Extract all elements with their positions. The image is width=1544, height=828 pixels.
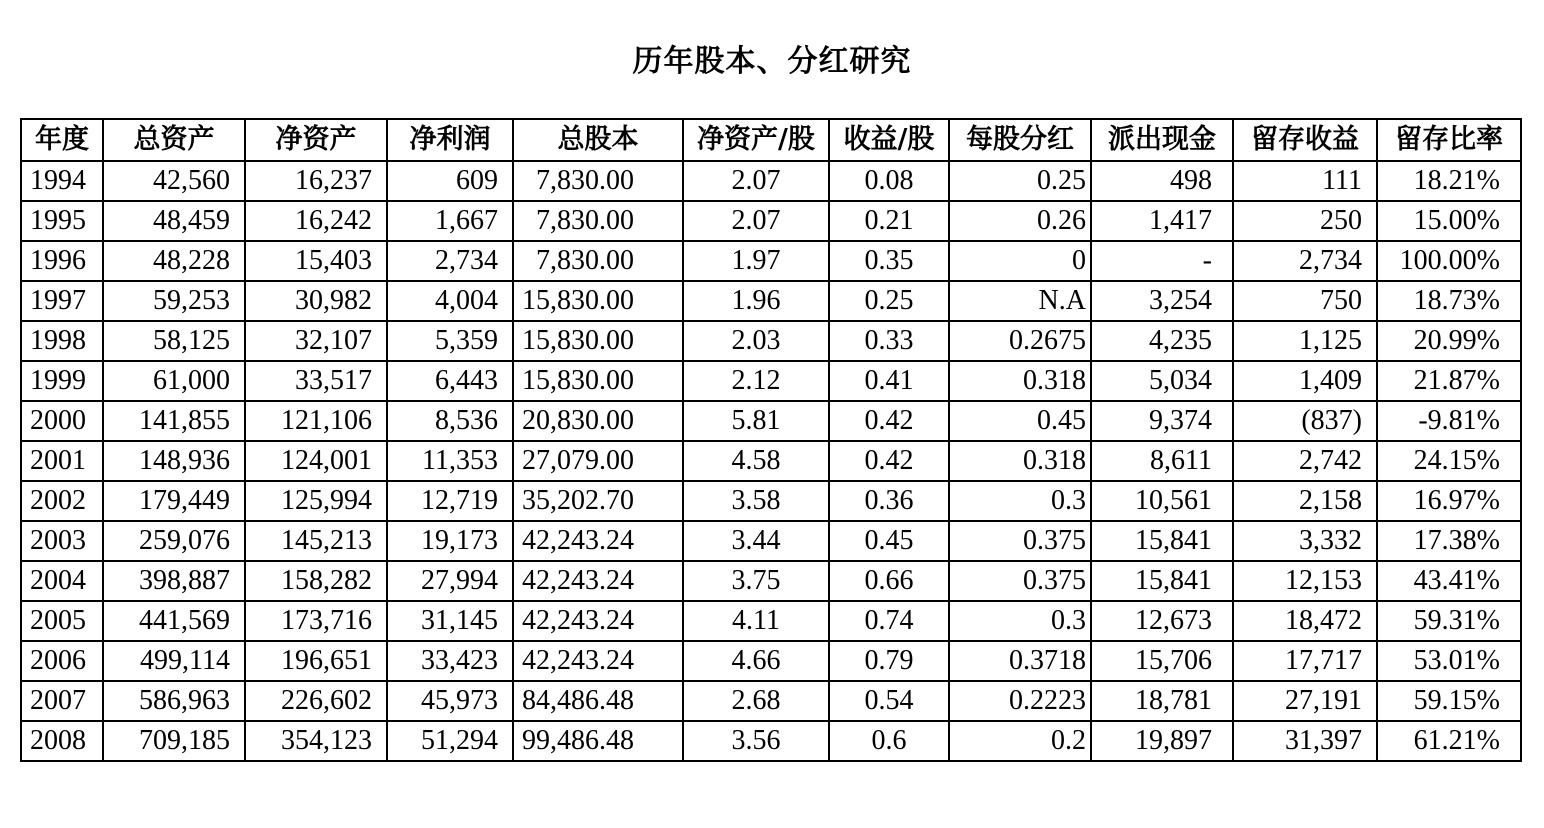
table-row (21, 401, 1521, 441)
table-cell: 4.11 (683, 601, 829, 641)
table-cell: 3,332 (1233, 521, 1377, 561)
table-cell: 53.01% (1377, 641, 1521, 681)
table-row (21, 601, 1521, 641)
table-cell: 121,106 (245, 401, 387, 441)
table-cell: 3.56 (683, 721, 829, 761)
table-cell: 0.2 (949, 721, 1091, 761)
table-cell: 111 (1233, 161, 1377, 201)
table-cell: 2,734 (1233, 241, 1377, 281)
table-row (21, 441, 1521, 481)
table-cell: 3.44 (683, 521, 829, 561)
table-cell: 12,719 (387, 481, 513, 521)
table-cell: 1,667 (387, 201, 513, 241)
table-cell: 8,536 (387, 401, 513, 441)
table-cell: 17,717 (1233, 641, 1377, 681)
table-cell: 15,830.00 (513, 321, 683, 361)
table-cell: 499,114 (103, 641, 245, 681)
table-cell: 27,994 (387, 561, 513, 601)
table-row (21, 481, 1521, 521)
table-cell: 9,374 (1091, 401, 1233, 441)
table-cell: 7,830.00 (513, 161, 683, 201)
table-cell: 0.42 (829, 441, 949, 481)
table-row (21, 641, 1521, 681)
table-cell: 42,243.24 (513, 561, 683, 601)
table-cell: 2003 (21, 521, 103, 561)
table-row (21, 321, 1521, 361)
table-row (21, 721, 1521, 761)
table-cell: 2.07 (683, 161, 829, 201)
table-cell: 19,173 (387, 521, 513, 561)
table-cell: 15,830.00 (513, 281, 683, 321)
table-cell: 1997 (21, 281, 103, 321)
table-cell: 609 (387, 161, 513, 201)
table-cell: 27,079.00 (513, 441, 683, 481)
table-cell: 17.38% (1377, 521, 1521, 561)
table-cell: 7,830.00 (513, 201, 683, 241)
table-cell: 250 (1233, 201, 1377, 241)
table-row (21, 201, 1521, 241)
table-row (21, 681, 1521, 721)
column-header: 派出现金 (1091, 119, 1233, 161)
table-cell: 0.26 (949, 201, 1091, 241)
table-cell: 1995 (21, 201, 103, 241)
table-cell: 35,202.70 (513, 481, 683, 521)
table-cell: 158,282 (245, 561, 387, 601)
table-cell: 259,076 (103, 521, 245, 561)
table-cell: 7,830.00 (513, 241, 683, 281)
table-cell: 0.74 (829, 601, 949, 641)
table-cell: 1,125 (1233, 321, 1377, 361)
column-header: 总资产 (103, 119, 245, 161)
table-cell: 0.36 (829, 481, 949, 521)
table-row (21, 561, 1521, 601)
table-cell: 2,742 (1233, 441, 1377, 481)
table-cell: 6,443 (387, 361, 513, 401)
table-cell: 33,423 (387, 641, 513, 681)
table-cell: 173,716 (245, 601, 387, 641)
table-cell: 2,734 (387, 241, 513, 281)
table-cell: 354,123 (245, 721, 387, 761)
table-cell: 0.08 (829, 161, 949, 201)
table-cell: 0.3 (949, 481, 1091, 521)
table-cell: 5,359 (387, 321, 513, 361)
table-cell: 16,237 (245, 161, 387, 201)
table-cell: 99,486.48 (513, 721, 683, 761)
table-cell: 1994 (21, 161, 103, 201)
table-cell: 2006 (21, 641, 103, 681)
table-cell: 21.87% (1377, 361, 1521, 401)
table-cell: 2005 (21, 601, 103, 641)
table-cell: 709,185 (103, 721, 245, 761)
table-cell: N.A (949, 281, 1091, 321)
table-cell: 398,887 (103, 561, 245, 601)
table-cell: 15.00% (1377, 201, 1521, 241)
table-cell: 0.79 (829, 641, 949, 681)
table-cell: 15,706 (1091, 641, 1233, 681)
table-cell: 11,353 (387, 441, 513, 481)
table-cell: 10,561 (1091, 481, 1233, 521)
table-cell: - (1091, 241, 1233, 281)
table-cell: 0.318 (949, 361, 1091, 401)
table-cell: 27,191 (1233, 681, 1377, 721)
table-cell: 0.41 (829, 361, 949, 401)
table-cell: 48,459 (103, 201, 245, 241)
table-cell: 0.45 (829, 521, 949, 561)
table-cell: 145,213 (245, 521, 387, 561)
table-cell: 0.45 (949, 401, 1091, 441)
table-cell: 3.75 (683, 561, 829, 601)
table-cell: 100.00% (1377, 241, 1521, 281)
table-cell: 59.15% (1377, 681, 1521, 721)
table-cell: 0.66 (829, 561, 949, 601)
table-cell: 31,397 (1233, 721, 1377, 761)
column-header: 留存比率 (1377, 119, 1521, 161)
table-cell: 19,897 (1091, 721, 1233, 761)
table-row (21, 161, 1521, 201)
column-header: 年度 (21, 119, 103, 161)
table-cell: 43.41% (1377, 561, 1521, 601)
table-cell: 32,107 (245, 321, 387, 361)
table-cell: 8,611 (1091, 441, 1233, 481)
table-cell: 1999 (21, 361, 103, 401)
table-cell: 141,855 (103, 401, 245, 441)
table-cell: 4.66 (683, 641, 829, 681)
table-cell: 0.54 (829, 681, 949, 721)
table-cell: 2007 (21, 681, 103, 721)
table-cell: 15,841 (1091, 561, 1233, 601)
table-cell: -9.81% (1377, 401, 1521, 441)
table-cell: 1.97 (683, 241, 829, 281)
table-cell: 58,125 (103, 321, 245, 361)
table-cell: (837) (1233, 401, 1377, 441)
table-cell: 0.35 (829, 241, 949, 281)
table-cell: 0.6 (829, 721, 949, 761)
table-cell: 0.25 (949, 161, 1091, 201)
table-cell: 0.375 (949, 521, 1091, 561)
table-cell: 3,254 (1091, 281, 1233, 321)
table-cell: 51,294 (387, 721, 513, 761)
table-cell: 5.81 (683, 401, 829, 441)
table-cell: 0.25 (829, 281, 949, 321)
table-cell: 61,000 (103, 361, 245, 401)
table-cell: 48,228 (103, 241, 245, 281)
table-cell: 42,243.24 (513, 521, 683, 561)
table-cell: 0.21 (829, 201, 949, 241)
table-cell: 0.3 (949, 601, 1091, 641)
table-cell: 441,569 (103, 601, 245, 641)
table-row (21, 281, 1521, 321)
column-header: 净利润 (387, 119, 513, 161)
table-cell: 5,034 (1091, 361, 1233, 401)
table-cell: 0 (949, 241, 1091, 281)
table-cell: 15,830.00 (513, 361, 683, 401)
table-cell: 59.31% (1377, 601, 1521, 641)
table-cell: 0.2223 (949, 681, 1091, 721)
page-title: 历年股本、分红研究 (632, 44, 912, 79)
table-row (21, 241, 1521, 281)
column-header: 收益/股 (829, 119, 949, 161)
table-row (21, 521, 1521, 561)
table-cell: 20,830.00 (513, 401, 683, 441)
table-cell: 1.96 (683, 281, 829, 321)
table-cell: 16,242 (245, 201, 387, 241)
table-cell: 15,403 (245, 241, 387, 281)
table-cell: 124,001 (245, 441, 387, 481)
table-cell: 2000 (21, 401, 103, 441)
table-cell: 12,153 (1233, 561, 1377, 601)
table-cell: 1996 (21, 241, 103, 281)
table-cell: 20.99% (1377, 321, 1521, 361)
table-row (21, 361, 1521, 401)
table-cell: 0.3718 (949, 641, 1091, 681)
table-cell: 0.375 (949, 561, 1091, 601)
table-cell: 4,235 (1091, 321, 1233, 361)
table-cell: 3.58 (683, 481, 829, 521)
dividend-table (20, 118, 1522, 762)
table-cell: 42,243.24 (513, 641, 683, 681)
table-cell: 0.33 (829, 321, 949, 361)
table-cell: 61.21% (1377, 721, 1521, 761)
table-cell: 24.15% (1377, 441, 1521, 481)
table-cell: 18,781 (1091, 681, 1233, 721)
table-cell: 2.07 (683, 201, 829, 241)
table-cell: 84,486.48 (513, 681, 683, 721)
table-cell: 750 (1233, 281, 1377, 321)
table-cell: 1998 (21, 321, 103, 361)
column-header: 留存收益 (1233, 119, 1377, 161)
column-header: 净资产 (245, 119, 387, 161)
table-cell: 2.68 (683, 681, 829, 721)
table-cell: 30,982 (245, 281, 387, 321)
table-cell: 125,994 (245, 481, 387, 521)
table-cell: 2004 (21, 561, 103, 601)
table-cell: 226,602 (245, 681, 387, 721)
table-cell: 2001 (21, 441, 103, 481)
table-cell: 2.03 (683, 321, 829, 361)
table-cell: 148,936 (103, 441, 245, 481)
table-cell: 0.318 (949, 441, 1091, 481)
table-cell: 59,253 (103, 281, 245, 321)
table-cell: 15,841 (1091, 521, 1233, 561)
table-cell: 2,158 (1233, 481, 1377, 521)
column-header: 净资产/股 (683, 119, 829, 161)
table-cell: 42,243.24 (513, 601, 683, 641)
table-cell: 31,145 (387, 601, 513, 641)
column-header: 每股分红 (949, 119, 1091, 161)
table-cell: 179,449 (103, 481, 245, 521)
table-cell: 1,409 (1233, 361, 1377, 401)
table-cell: 1,417 (1091, 201, 1233, 241)
table-cell: 0.2675 (949, 321, 1091, 361)
table-cell: 4.58 (683, 441, 829, 481)
table-cell: 12,673 (1091, 601, 1233, 641)
table-cell: 2008 (21, 721, 103, 761)
table-cell: 33,517 (245, 361, 387, 401)
table-cell: 586,963 (103, 681, 245, 721)
table-cell: 2002 (21, 481, 103, 521)
table-cell: 2.12 (683, 361, 829, 401)
table-cell: 45,973 (387, 681, 513, 721)
table-cell: 16.97% (1377, 481, 1521, 521)
header-row (21, 119, 1521, 161)
table-cell: 18.73% (1377, 281, 1521, 321)
table-cell: 196,651 (245, 641, 387, 681)
table-cell: 42,560 (103, 161, 245, 201)
table-cell: 0.42 (829, 401, 949, 441)
table-cell: 18.21% (1377, 161, 1521, 201)
table-cell: 18,472 (1233, 601, 1377, 641)
table-cell: 4,004 (387, 281, 513, 321)
table-cell: 498 (1091, 161, 1233, 201)
column-header: 总股本 (513, 119, 683, 161)
